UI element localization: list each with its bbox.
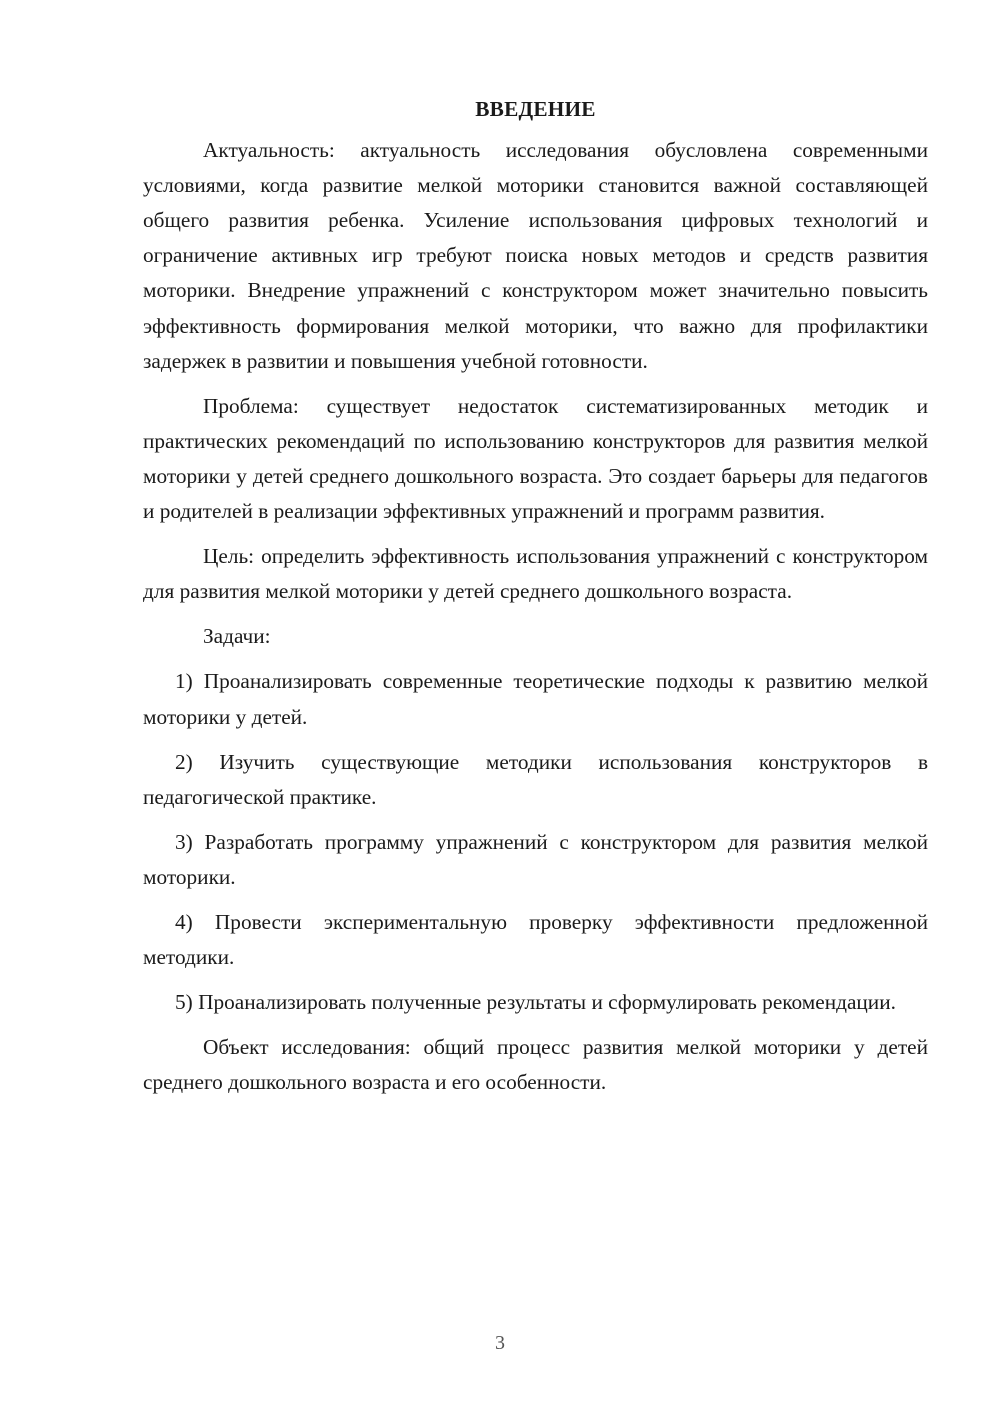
section-title: ВВЕДЕНИЕ <box>475 97 596 121</box>
relevance-paragraph: Актуальность: актуальность исследования обусловлена современными условиями, когда развитие мелкой моторики становится важной составляющей общего развития ребенка. Усиление использования цифровых технологий и ограничение активных игр требуют поиска новых методов и средств развития моторики. Внедрение упражнений с конструктором может значительно повысить эффективность формирования мелкой моторики, что важно для профилактики задержек в развитии и повышения учебной готовности. <box>143 138 928 373</box>
task-item-2: 2) Изучить существующие методики использования конструкторов в педагогической практике. <box>143 749 928 809</box>
object-paragraph: Объект исследования: общий процесс развития мелкой моторики у детей среднего дошкольного возраста и его особенности. <box>143 1035 928 1095</box>
task-item-4: 4) Провести экспериментальную проверку эффективности предложенной методики. <box>143 909 928 970</box>
task-item-5: 5) Проанализировать полученные результаты и сформулировать рекомендации. <box>175 990 896 1015</box>
tasks-heading: Задачи: <box>203 624 271 649</box>
page-number: 3 <box>495 1332 505 1354</box>
problem-paragraph: Проблема: существует недостаток систематизированных методик и практических рекомендаций по использованию конструкторов для развития мелкой моторики у детей среднего дошкольного возраста. Это создает барьеры для педагогов и родителей в реализации эффективных упражнений и программ развития. <box>143 393 928 524</box>
document-page <box>143 92 928 1110</box>
goal-paragraph: Цель: определить эффективность использования упражнений с конструктором для развития мелкой моторики у детей среднего дошкольного возраста. <box>143 544 928 604</box>
task-item-1: 1) Проанализировать современные теоретические подходы к развитию мелкой моторики у детей. <box>143 669 928 729</box>
task-item-3: 3) Разработать программу упражнений с конструктором для развития мелкой моторики. <box>143 829 928 889</box>
